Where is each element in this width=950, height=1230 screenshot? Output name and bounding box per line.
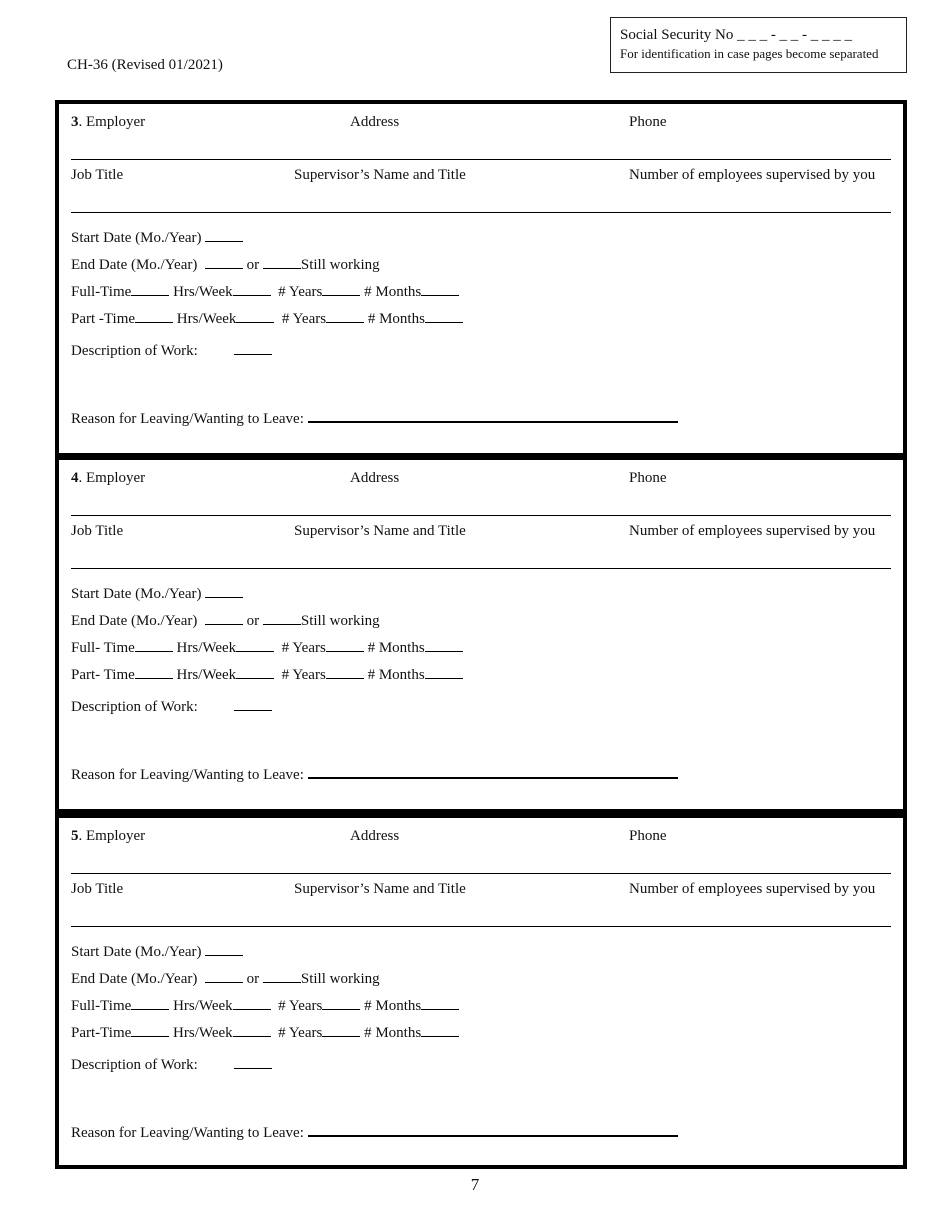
blank-line[interactable] xyxy=(326,666,364,679)
ssn-label: Social Security No _ _ _ - _ _ - _ _ _ _ xyxy=(620,27,853,43)
end-date-row xyxy=(71,970,380,988)
blank-line[interactable] xyxy=(135,666,173,679)
blank-line[interactable] xyxy=(425,310,463,323)
phone-label: Phone xyxy=(629,470,667,486)
hrs-week-label: Hrs/Week xyxy=(176,311,237,327)
job-title-line[interactable] xyxy=(71,926,891,927)
blank-line[interactable] xyxy=(135,639,173,652)
blank-line[interactable] xyxy=(425,639,463,652)
start-date-label: Start Date (Mo./Year) xyxy=(71,944,202,960)
job-title-line[interactable] xyxy=(71,568,891,569)
blank-line[interactable] xyxy=(322,283,360,296)
years-label: # Years xyxy=(281,667,326,683)
employer-section-4 xyxy=(55,455,907,813)
blank-line[interactable] xyxy=(326,639,364,652)
blank-line[interactable] xyxy=(236,639,274,652)
part-time-label: Part -Time xyxy=(71,311,136,327)
blank-line[interactable] xyxy=(131,1024,169,1037)
hrs-week-label: Hrs/Week xyxy=(176,667,237,683)
blank-line[interactable] xyxy=(263,970,301,983)
form-code: CH-36 (Revised 01/2021) xyxy=(67,57,223,73)
reason-row xyxy=(71,409,678,428)
blank-line[interactable] xyxy=(421,1024,459,1037)
reason-line[interactable] xyxy=(308,1123,678,1137)
full-time-row xyxy=(71,639,463,657)
months-label: # Months xyxy=(364,998,422,1014)
months-label: # Months xyxy=(364,1025,422,1041)
start-date-label: Start Date (Mo./Year) xyxy=(71,230,202,246)
start-date-row xyxy=(71,585,243,603)
blank-line[interactable] xyxy=(205,970,243,983)
hrs-week-label: Hrs/Week xyxy=(173,1025,233,1041)
years-label: # Years xyxy=(278,284,323,300)
job-title-label: Job Title xyxy=(71,523,124,539)
hrs-week-label: Hrs/Week xyxy=(176,640,237,656)
ssn-box xyxy=(610,17,907,73)
part-time-row xyxy=(71,310,463,328)
description-row xyxy=(71,342,272,360)
years-label: # Years xyxy=(281,311,327,327)
description-label: Description of Work: xyxy=(71,343,198,359)
section-number: 5 xyxy=(71,828,79,844)
employer-label: . Employer xyxy=(78,470,146,486)
section-number: 3 xyxy=(71,114,79,130)
employer-label: . Employer xyxy=(78,828,146,844)
full-time-label: Full-Time xyxy=(71,998,132,1014)
reason-label: Reason for Leaving/Wanting to Leave: xyxy=(71,411,304,427)
reason-label: Reason for Leaving/Wanting to Leave: xyxy=(71,767,304,783)
blank-line[interactable] xyxy=(205,612,243,625)
blank-line[interactable] xyxy=(205,943,243,956)
employer-line[interactable] xyxy=(71,873,891,874)
supervisor-label: Supervisor’s Name and Title xyxy=(294,523,466,539)
end-date-label: End Date (Mo./Year) xyxy=(71,613,198,629)
blank-line[interactable] xyxy=(263,612,301,625)
supervisor-label: Supervisor’s Name and Title xyxy=(294,167,466,183)
reason-row xyxy=(71,1123,678,1142)
phone-label: Phone xyxy=(629,114,667,130)
reason-row xyxy=(71,765,678,784)
start-date-label: Start Date (Mo./Year) xyxy=(71,586,202,602)
months-label: # Months xyxy=(367,311,425,327)
description-row xyxy=(71,698,272,716)
hrs-week-label: Hrs/Week xyxy=(173,284,233,300)
full-time-label: Full- Time xyxy=(71,640,135,656)
blank-line[interactable] xyxy=(322,1024,360,1037)
end-date-label: End Date (Mo./Year) xyxy=(71,257,198,273)
reason-line[interactable] xyxy=(308,409,678,423)
blank-line[interactable] xyxy=(236,666,274,679)
supervisor-label: Supervisor’s Name and Title xyxy=(294,881,466,897)
employer-heading xyxy=(71,827,145,845)
months-label: # Months xyxy=(364,284,422,300)
blank-line[interactable] xyxy=(326,310,364,323)
job-title-label: Job Title xyxy=(71,881,124,897)
full-time-row xyxy=(71,283,459,301)
employer-label: . Employer xyxy=(78,114,146,130)
description-label: Description of Work: xyxy=(71,1057,198,1073)
blank-line[interactable] xyxy=(234,342,272,355)
phone-label: Phone xyxy=(629,828,667,844)
months-label: # Months xyxy=(367,667,425,683)
years-label: # Years xyxy=(278,998,323,1014)
or-text: or xyxy=(246,257,260,273)
ssn-note: For identification in case pages become separated xyxy=(620,46,879,61)
end-date-row xyxy=(71,612,380,630)
job-title-line[interactable] xyxy=(71,212,891,213)
job-title-label: Job Title xyxy=(71,167,124,183)
end-date-row xyxy=(71,256,380,274)
months-label: # Months xyxy=(367,640,425,656)
start-date-row xyxy=(71,229,243,247)
part-time-row xyxy=(71,666,463,684)
employees-label: Number of employees supervised by you xyxy=(629,881,876,897)
part-time-label: Part-Time xyxy=(71,1025,132,1041)
blank-line[interactable] xyxy=(421,997,459,1010)
employer-line[interactable] xyxy=(71,159,891,160)
blank-line[interactable] xyxy=(263,256,301,269)
employer-heading xyxy=(71,113,145,131)
or-text: or xyxy=(246,613,260,629)
employees-label: Number of employees supervised by you xyxy=(629,167,876,183)
part-time-label: Part- Time xyxy=(71,667,135,683)
end-date-label: End Date (Mo./Year) xyxy=(71,971,198,987)
employer-heading xyxy=(71,469,145,487)
blank-line[interactable] xyxy=(205,585,243,598)
or-text: or xyxy=(246,971,260,987)
description-row xyxy=(71,1056,272,1074)
address-label: Address xyxy=(350,114,400,130)
still-working-label: Still working xyxy=(300,971,380,987)
years-label: # Years xyxy=(281,640,326,656)
blank-line[interactable] xyxy=(233,283,271,296)
years-label: # Years xyxy=(278,1025,323,1041)
blank-line[interactable] xyxy=(421,283,459,296)
blank-line[interactable] xyxy=(205,256,243,269)
blank-line[interactable] xyxy=(135,310,173,323)
full-time-label: Full-Time xyxy=(71,284,132,300)
blank-line[interactable] xyxy=(425,666,463,679)
blank-line[interactable] xyxy=(131,997,169,1010)
employer-section-5 xyxy=(55,811,907,1169)
blank-line[interactable] xyxy=(205,229,243,242)
hrs-week-label: Hrs/Week xyxy=(173,998,233,1014)
employees-label: Number of employees supervised by you xyxy=(629,523,876,539)
address-label: Address xyxy=(350,470,400,486)
reason-label: Reason for Leaving/Wanting to Leave: xyxy=(71,1125,304,1141)
blank-line[interactable] xyxy=(322,997,360,1010)
full-time-row xyxy=(71,997,459,1015)
reason-line[interactable] xyxy=(308,765,678,779)
start-date-row xyxy=(71,943,243,961)
employer-section-3 xyxy=(55,100,907,457)
blank-line[interactable] xyxy=(236,310,274,323)
blank-line[interactable] xyxy=(234,1056,272,1069)
employer-line[interactable] xyxy=(71,515,891,516)
blank-line[interactable] xyxy=(131,283,169,296)
blank-line[interactable] xyxy=(233,1024,271,1037)
part-time-row xyxy=(71,1024,459,1042)
address-label: Address xyxy=(350,828,400,844)
description-label: Description of Work: xyxy=(71,699,198,715)
blank-line[interactable] xyxy=(234,698,272,711)
still-working-label: Still working xyxy=(300,257,380,273)
page-number: 7 xyxy=(470,1175,480,1194)
blank-line[interactable] xyxy=(233,997,271,1010)
section-number: 4 xyxy=(71,470,79,486)
still-working-label: Still working xyxy=(300,613,380,629)
